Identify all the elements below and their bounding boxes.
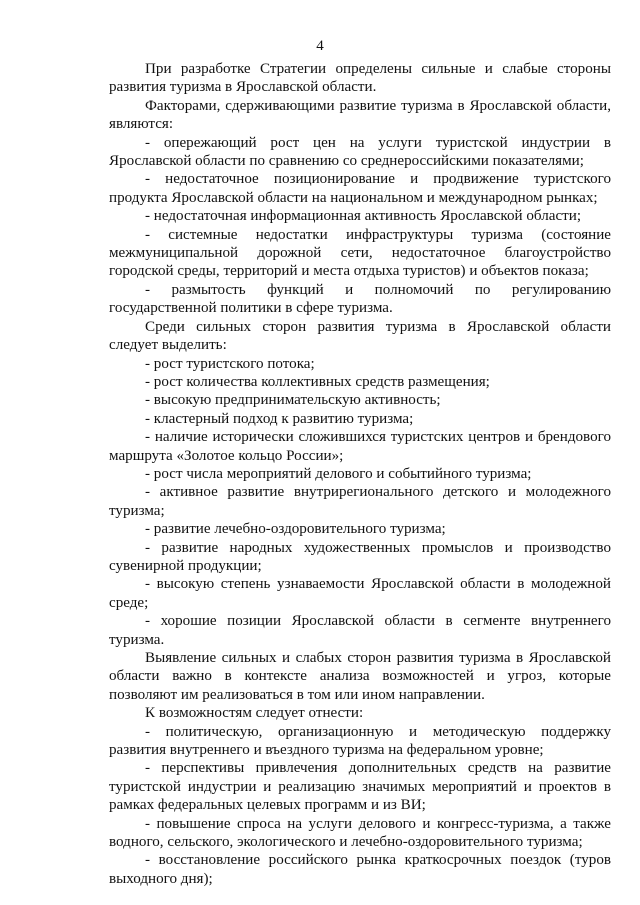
- list-item: - рост числа мероприятий делового и событийного туризма;: [145, 465, 532, 482]
- list-item: - недостаточная информационная активность Ярославской области;: [145, 208, 582, 225]
- list-item: - высокую предпринимательскую активность;: [145, 392, 441, 409]
- list-item: - кластерный подход к развитию туризма;: [145, 410, 414, 427]
- list-item: - восстановление российского рынка краткосрочных поездок (туров выходного дня);: [109, 852, 611, 887]
- page-number: 4: [316, 38, 324, 54]
- list-item: - повышение спроса на услуги делового и конгресс-туризма, а также водного, сельского, экологического и лечебно-оздоровительного туризма;: [109, 815, 611, 851]
- list-item: - высокую степень узнаваемости Ярославской области в молодежной среде;: [109, 576, 611, 611]
- paragraph: К возможностям следует отнести:: [145, 705, 364, 722]
- paragraph: Выявление сильных и слабых сторон развития туризма в Ярославской области важно в контексте анализа возможностей и угроз, которые позволяют им реализоваться в том или ином направлении.: [109, 650, 611, 703]
- list-item: - активное развитие внутрирегионального детского и молодежного туризма;: [109, 484, 611, 519]
- paragraph: При разработке Стратегии определены сильные и слабые стороны развития туризма в Ярославской области.: [109, 61, 611, 96]
- list-item: - опережающий рост цен на услуги туристской индустрии в Ярославской области по сравнению со среднероссийскими показателями;: [109, 134, 611, 170]
- list-item: - рост количества коллективных средств размещения;: [145, 373, 490, 390]
- document-body: [109, 60, 611, 888]
- list-item: - хорошие позиции Ярославской области в сегменте внутреннего туризма.: [109, 613, 611, 648]
- list-item: - развитие лечебно-оздоровительного туризма;: [145, 521, 446, 538]
- list-item: - системные недостатки инфраструктуры туризма (состояние межмуниципальной дорожной сети, недостаточное благоустройство городской среды, территорий и места отдыха туристов) и объектов показа;: [109, 226, 611, 280]
- paragraph: Среди сильных сторон развития туризма в Ярославской области следует выделить:: [109, 318, 611, 354]
- list-item: - перспективы привлечения дополнительных средств на развитие туристской индустрии и реализацию значимых мероприятий и проектов в рамках федеральных целевых программ и из ВИ;: [109, 760, 611, 814]
- list-item: - наличие исторически сложившихся туристских центров и брендового маршрута «Золотое кольцо России»;: [109, 429, 611, 464]
- paragraph: Факторами, сдерживающими развитие туризма в Ярославской области, являются:: [109, 97, 611, 133]
- list-item: - недостаточное позиционирование и продвижение туристского продукта Ярославской области на национальном и международном рынках;: [109, 171, 611, 206]
- list-item: - политическую, организационную и методическую поддержку развития внутреннего и въездного туризма на федеральном уровне;: [109, 723, 611, 759]
- list-item: - рост туристского потока;: [145, 355, 315, 372]
- list-item: - размытость функций и полномочий по регулированию государственной политики в сфере туризма.: [109, 281, 611, 317]
- list-item: - развитие народных художественных промыслов и производство сувенирной продукции;: [109, 539, 611, 574]
